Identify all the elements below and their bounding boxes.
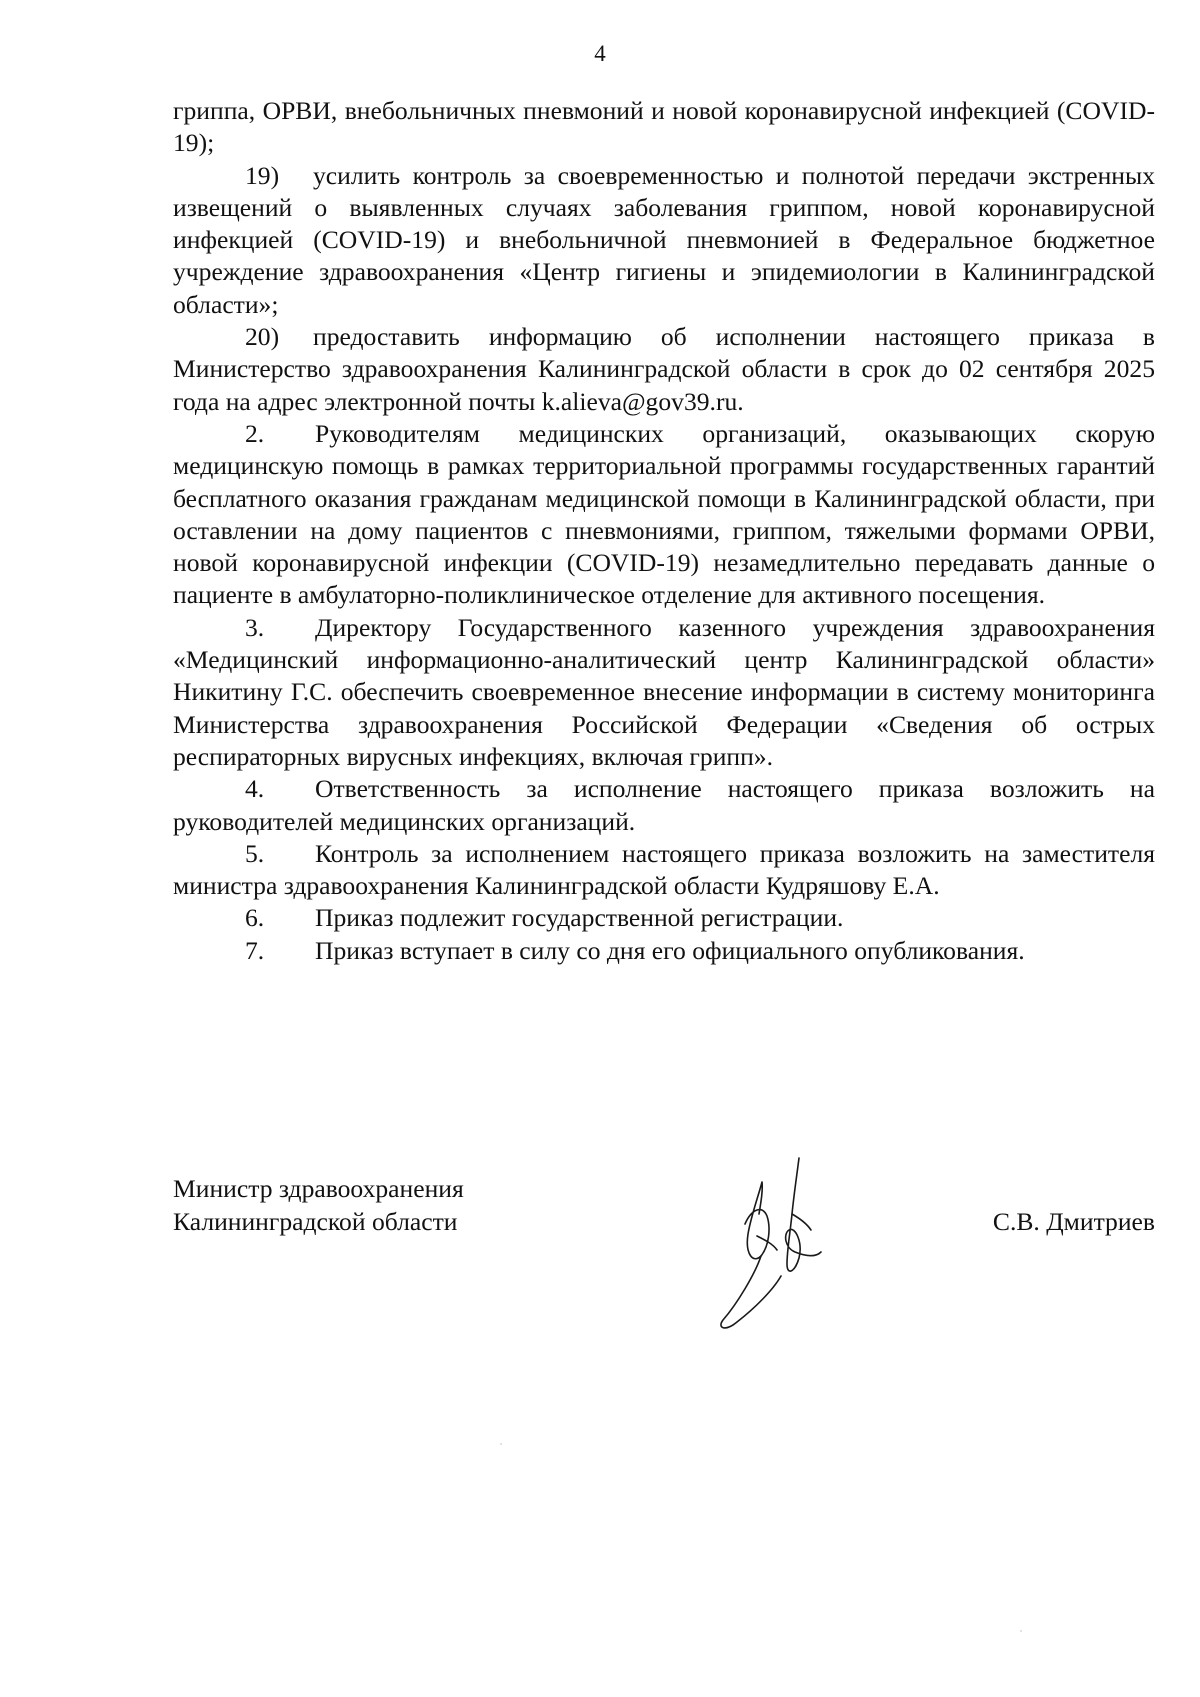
paragraph-item-3 — [173, 612, 1155, 773]
paragraph-number: 2. — [245, 418, 265, 448]
paragraph-text: Ответственность за исполнение настоящего приказа возложить на руководителей медицинских организаций. — [173, 774, 1155, 836]
paragraph-text: Приказ вступает в силу со дня его официального опубликования. — [315, 935, 1025, 965]
paragraph-number: 3. — [245, 612, 265, 642]
paragraph-text: Контроль за исполнением настоящего приказа возложить на заместителя министра здравоохранения Калининградской области Кудряшову Е.А. — [173, 838, 1155, 901]
paragraph-number: 7. — [245, 935, 265, 965]
paragraph-number: 20) — [245, 322, 280, 352]
paragraph-text: гриппа, ОРВИ, внебольничных пневмоний и новой коронавирусной инфекцией (COVID-19); — [173, 96, 1155, 158]
signer-title-line-2: Калининградской области — [173, 1207, 458, 1236]
paragraph-number: 6. — [245, 903, 265, 933]
scan-speck — [1020, 1630, 1022, 1632]
signer-title-line-1: Министр здравоохранения — [173, 1174, 464, 1203]
paragraph-item-5 — [173, 838, 1155, 903]
page-number: 4 — [594, 41, 606, 66]
paragraph-text: Приказ подлежит государственной регистрации. — [315, 903, 844, 933]
paragraph-item-2 — [173, 418, 1155, 612]
paragraph-item-4 — [173, 773, 1155, 838]
paragraph-text: Руководителям медицинских организаций, оказывающих скорую медицинскую помощь в рамках территориальной программы государственных гарантий бесплатного оказания гражданам медицинской помощи в Калининградской области, при оставлении на дому пациентов с пневмониями, гриппом, тяжелыми формами ОРВИ, новой коронавирусной инфекции (COVID-19) незамедлительно передавать данные о пациенте в амбулаторно-поликлиническое отделение для активного посещения. — [173, 418, 1155, 610]
signer-title — [173, 1172, 464, 1238]
paragraph-item-7 — [173, 935, 1155, 967]
paragraph-item-20 — [173, 321, 1155, 418]
paragraph-text: предоставить информацию об исполнении настоящего приказа в Министерство здравоохранения Калининградской области в срок до 02 сентября 2025 года на адрес электронной почты k.alieva@gov39.ru. — [173, 322, 1155, 416]
signer-name: С.В. Дмитриев — [992, 1207, 1155, 1236]
paragraph-number: 5. — [245, 838, 265, 868]
paragraph-item-19 — [173, 160, 1155, 321]
handwritten-signature — [715, 1154, 835, 1329]
scan-speck — [500, 1443, 502, 1445]
paragraph-item-6 — [173, 902, 1155, 934]
signature-block — [173, 1172, 1155, 1352]
document-body — [173, 95, 1155, 967]
paragraph-text: усилить контроль за своевременностью и полнотой передачи экстренных извещений о выявленных случаях заболевания гриппом, новой коронавирусной инфекцией (COVID-19) и внебольничной пневмонией в Федеральное бюджетное учреждение здравоохранения «Центр гигиены и эпидемиологии в Калининградской области»; — [173, 160, 1155, 319]
paragraph-number: 19) — [245, 160, 280, 190]
paragraph-number: 4. — [245, 774, 265, 804]
paragraph-continuation — [173, 95, 1155, 160]
paragraph-text: Директору Государственного казенного учреждения здравоохранения «Медицинский информационно-аналитический центр Калининградской области» Никитину Г.С. обеспечить своевременное внесение информации в систему мониторинга Министерства здравоохранения Российской Федерации «Сведения об острых респираторных вирусных инфекциях, включая грипп». — [173, 612, 1155, 771]
